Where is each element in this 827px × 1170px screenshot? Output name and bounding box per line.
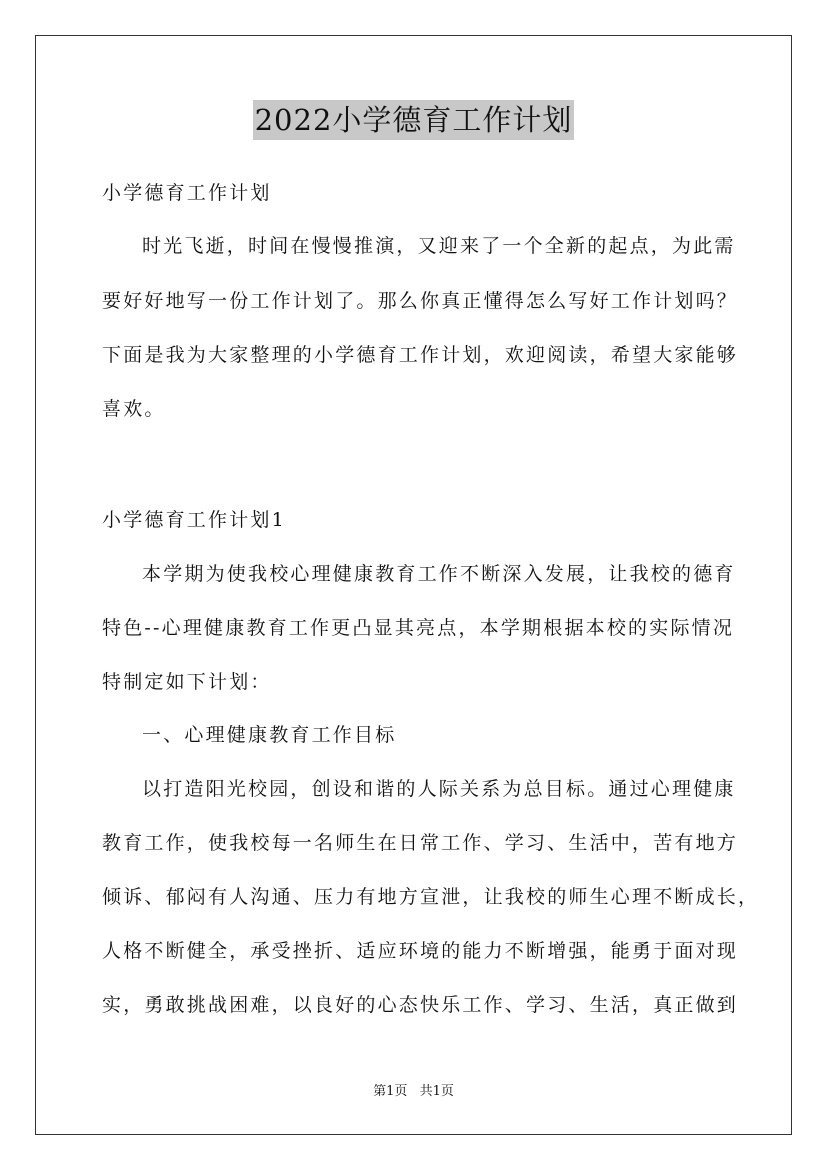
section-heading: 小学德育工作计划 <box>102 182 272 204</box>
paragraph-line: 特色--心理健康教育工作更凸显其亮点，本学期根据本校的实际情况 <box>102 617 735 639</box>
section-heading: 小学德育工作计划1 <box>102 509 286 531</box>
page-footer <box>0 1083 827 1101</box>
document-title: 2022小学德育工作计划 <box>253 100 575 140</box>
subsection-heading: 一、心理健康教育工作目标 <box>142 724 397 746</box>
title-container <box>0 100 827 140</box>
paragraph-line: 以打造阳光校园，创设和谐的人际关系为总目标。通过心理健康 <box>142 778 736 800</box>
paragraph-line: 要好好地写一份工作计划了。那么你真正懂得怎么写好工作计划吗？ <box>102 290 739 312</box>
paragraph-line: 特制定如下计划： <box>102 671 272 693</box>
paragraph-line: 教育工作，使我校每一名师生在日常工作、学习、生活中，苦有地方 <box>102 832 739 854</box>
paragraph-line: 实，勇敢挑战困难，以良好的心态快乐工作、学习、生活，真正做到 <box>102 994 739 1016</box>
paragraph-line: 本学期为使我校心理健康教育工作不断深入发展，让我校的德育 <box>142 563 736 585</box>
paragraph-line: 下面是我为大家整理的小学德育工作计划，欢迎阅读，希望大家能够 <box>102 344 739 366</box>
paragraph-line: 时光飞逝，时间在慢慢推演，又迎来了一个全新的起点，为此需 <box>142 235 736 257</box>
paragraph-line: 倾诉、郁闷有人沟通、压力有地方宣泄，让我校的师生心理不断成长， <box>102 886 760 908</box>
page-number: 第1页 <box>373 1084 408 1099</box>
page-count: 共1页 <box>419 1084 454 1099</box>
paragraph-line: 喜欢。 <box>102 398 166 420</box>
paragraph-line: 人格不断健全，承受挫折、适应环境的能力不断增强，能勇于面对现 <box>102 940 739 962</box>
